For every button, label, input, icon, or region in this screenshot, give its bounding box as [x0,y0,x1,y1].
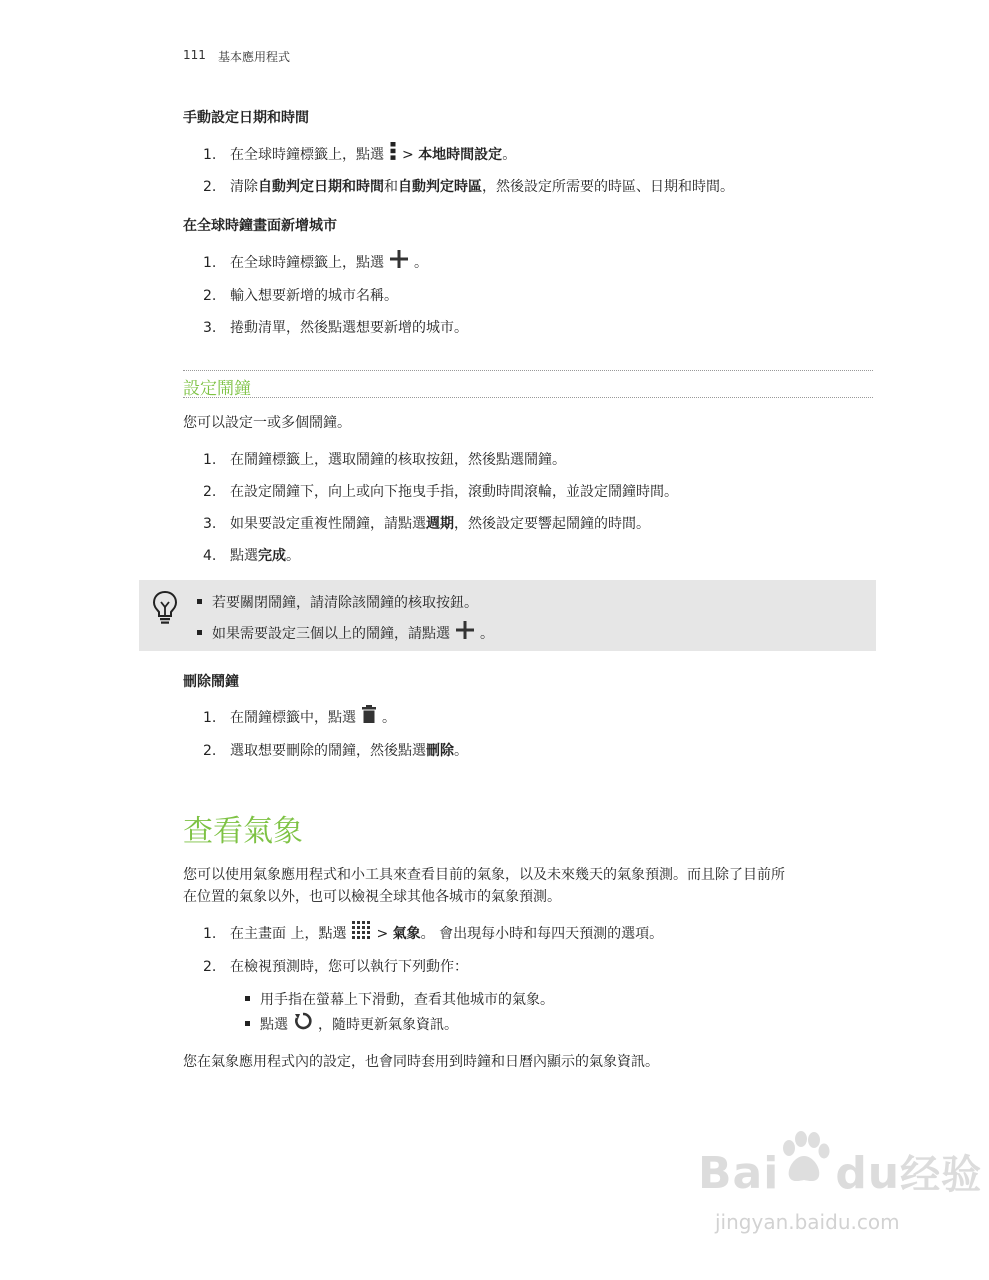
section-divider-top [183,370,873,371]
weather-intro-line-1: 您可以使用氣象應用程式和小工具來查看目前的氣象，以及未來幾天的氣象預測。而且除了目前所 [183,867,785,883]
weather-step-2: 2. 在檢視預測時，您可以執行下列動作： [203,959,468,975]
alarm-step-4: 4. 點選完成。 [203,548,300,564]
bullet-square-icon [197,599,202,604]
plus-icon [390,250,408,272]
add-city-step-3: 3. 捲動清單，然後點選想要新增的城市。 [203,320,468,336]
watermark-brand: Bai du经验 [698,1148,983,1199]
page-number: 111 [183,48,206,62]
manual-datetime-heading: 手動設定日期和時間 [183,110,309,126]
alarm-step-2: 2. 在設定鬧鐘下，向上或向下拖曳手指，滾動時間滾輪，並設定鬧鐘時間。 [203,484,678,500]
alarm-section-title: 設定鬧鐘 [183,379,251,399]
add-city-step-1: 1. 在全球時鐘標籤上，點選 。 [203,252,428,274]
weather-section-title: 查看氣象 [183,814,303,849]
weather-step-1: 1. 在主畫面 上，點選 > 氣象。 會出現每小時和每四天預測的選項。 [203,923,663,945]
delete-alarm-step-1: 1. 在鬧鐘標籤中，點選 。 [203,707,396,729]
weather-bullet-1: 用手指在螢幕上下滑動，查看其他城市的氣象。 [245,989,554,1009]
bullet-square-icon [245,1021,250,1026]
weather-intro-line-2: 在位置的氣象以外，也可以檢視全球其他各城市的氣象預測。 [183,889,561,905]
bullet-square-icon [197,630,202,635]
manual-datetime-step-2: 2. 清除自動判定日期和時間和自動判定時區，然後設定所需要的時區、日期和時間。 [203,179,734,195]
chapter-title: 基本應用程式 [218,50,291,64]
manual-datetime-step-1: 1. 在全球時鐘標籤上，點選 > 本地時間設定。 [203,144,516,166]
refresh-icon [294,1012,312,1034]
weather-footer-note: 您在氣象應用程式內的設定，也會同時套用到時鐘和日曆內顯示的氣象資訊。 [183,1054,659,1070]
tip-item-2: 如果需要設定三個以上的鬧鐘，請點選 。 [197,623,494,645]
apps-grid-icon [352,921,370,943]
alarm-intro: 您可以設定一或多個鬧鐘。 [183,415,351,431]
trash-icon [362,705,376,727]
bullet-square-icon [245,996,250,1001]
lightbulb-icon [152,590,178,626]
delete-alarm-heading: 刪除鬧鐘 [183,674,239,690]
watermark-url: jingyan.baidu.com [715,1210,900,1234]
alarm-step-1: 1. 在鬧鐘標籤上，選取鬧鐘的核取按鈕，然後點選鬧鐘。 [203,452,566,468]
add-city-step-2: 2. 輸入想要新增的城市名稱。 [203,288,398,304]
delete-alarm-step-2: 2. 選取想要刪除的鬧鐘，然後點選刪除。 [203,743,468,759]
alarm-step-3: 3. 如果要設定重複性鬧鐘，請點選週期，然後設定要響起鬧鐘的時間。 [203,516,650,532]
add-city-heading: 在全球時鐘畫面新增城市 [183,218,337,234]
plus-icon [456,621,474,643]
weather-bullet-2: 點選 ，隨時更新氣象資訊。 [245,1014,458,1036]
tip-item-1: 若要關閉鬧鐘，請清除該鬧鐘的核取按鈕。 [197,592,478,612]
vertical-dots-icon [390,142,396,164]
section-divider-bottom [183,397,873,398]
